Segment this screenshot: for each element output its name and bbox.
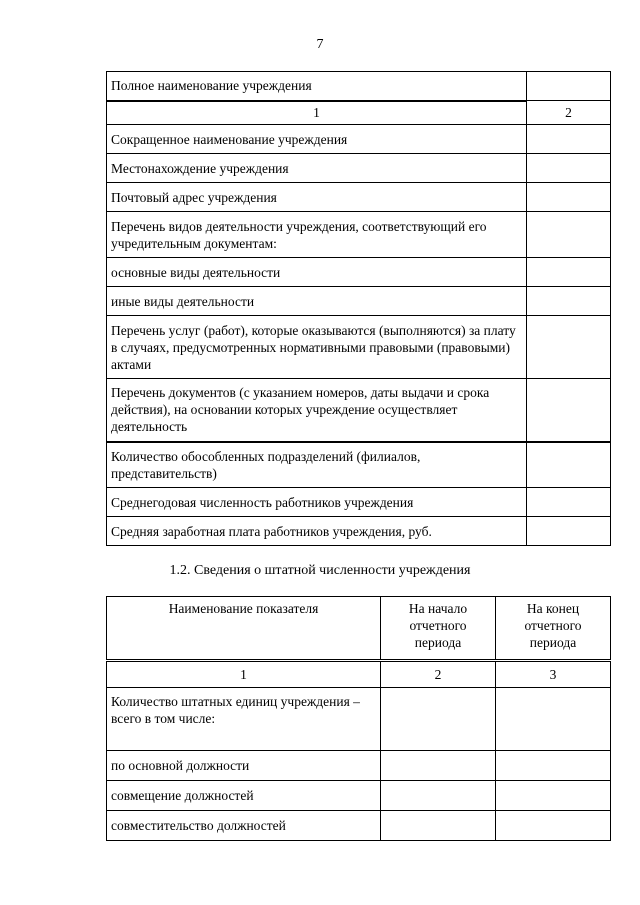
row-label: Местонахождение учреждения: [107, 154, 527, 183]
start-value[interactable]: [381, 781, 496, 811]
row-label: иные виды деятельности: [107, 287, 527, 316]
staffing-table: [106, 596, 611, 841]
end-value[interactable]: [496, 811, 611, 841]
column-number-row: [107, 101, 611, 125]
row-label: основные виды деятельности: [107, 258, 527, 287]
column-number: 3: [496, 661, 611, 688]
column-number-row: [107, 661, 611, 688]
row-value[interactable]: [527, 154, 611, 183]
start-value[interactable]: [381, 811, 496, 841]
row-value[interactable]: [527, 517, 611, 546]
table-row: [107, 442, 611, 488]
page-number: 7: [316, 37, 324, 52]
row-label: Почтовый адрес учреждения: [107, 183, 527, 212]
table-row: [107, 125, 611, 154]
column-number: 1: [107, 661, 381, 688]
table-row: [107, 688, 611, 751]
row-value[interactable]: [527, 287, 611, 316]
row-value[interactable]: [527, 488, 611, 517]
institution-info-table: [106, 71, 611, 546]
column-header: На начало отчетного периода: [381, 597, 496, 661]
table-row: [107, 183, 611, 212]
table-row: [107, 258, 611, 287]
table-row: [107, 287, 611, 316]
row-label: Перечень услуг (работ), которые оказываются (выполняются) за плату в случаях, предусмотренных нормативными правовыми (правовыми) актами: [107, 316, 527, 379]
row-label: Перечень видов деятельности учреждения, соответствующий его учредительным документам:: [107, 212, 527, 258]
section-title: 1.2. Сведения о штатной численности учреждения: [169, 563, 471, 578]
table-row: [107, 811, 611, 841]
column-number: 2: [381, 661, 496, 688]
row-label: Средняя заработная плата работников учреждения, руб.: [107, 517, 527, 546]
table-row: [107, 517, 611, 546]
table-row: [107, 781, 611, 811]
row-value[interactable]: [527, 442, 611, 488]
row-label: Среднегодовая численность работников учреждения: [107, 488, 527, 517]
column-header: Наименование показателя: [107, 597, 381, 661]
full-name-label: Полное наименование учреждения: [107, 72, 527, 101]
row-label: совмещение должностей: [107, 781, 381, 811]
table-row: [107, 379, 611, 442]
table-row: [107, 488, 611, 517]
start-value[interactable]: [381, 688, 496, 751]
column-header: На конец отчетного периода: [496, 597, 611, 661]
row-label: Количество обособленных подразделений (филиалов, представительств): [107, 442, 527, 488]
row-value[interactable]: [527, 258, 611, 287]
full-name-value[interactable]: [527, 72, 611, 101]
table-row: [107, 751, 611, 781]
row-label: совместительство должностей: [107, 811, 381, 841]
end-value[interactable]: [496, 781, 611, 811]
end-value[interactable]: [496, 751, 611, 781]
row-label: Перечень документов (с указанием номеров, даты выдачи и срока действия), на основании которых учреждение осуществляет деятельность: [107, 379, 527, 442]
table-row: [107, 212, 611, 258]
row-label: по основной должности: [107, 751, 381, 781]
table-row: [107, 72, 611, 101]
row-label: Сокращенное наименование учреждения: [107, 125, 527, 154]
row-value[interactable]: [527, 379, 611, 442]
row-value[interactable]: [527, 316, 611, 379]
row-value[interactable]: [527, 125, 611, 154]
start-value[interactable]: [381, 751, 496, 781]
table-row: [107, 316, 611, 379]
end-value[interactable]: [496, 688, 611, 751]
header-row: [107, 597, 611, 661]
row-value[interactable]: [527, 212, 611, 258]
row-value[interactable]: [527, 183, 611, 212]
column-number: 1: [107, 101, 527, 125]
column-number: 2: [527, 101, 611, 125]
table-row: [107, 154, 611, 183]
row-label: Количество штатных единиц учреждения – всего в том числе:: [107, 688, 381, 751]
